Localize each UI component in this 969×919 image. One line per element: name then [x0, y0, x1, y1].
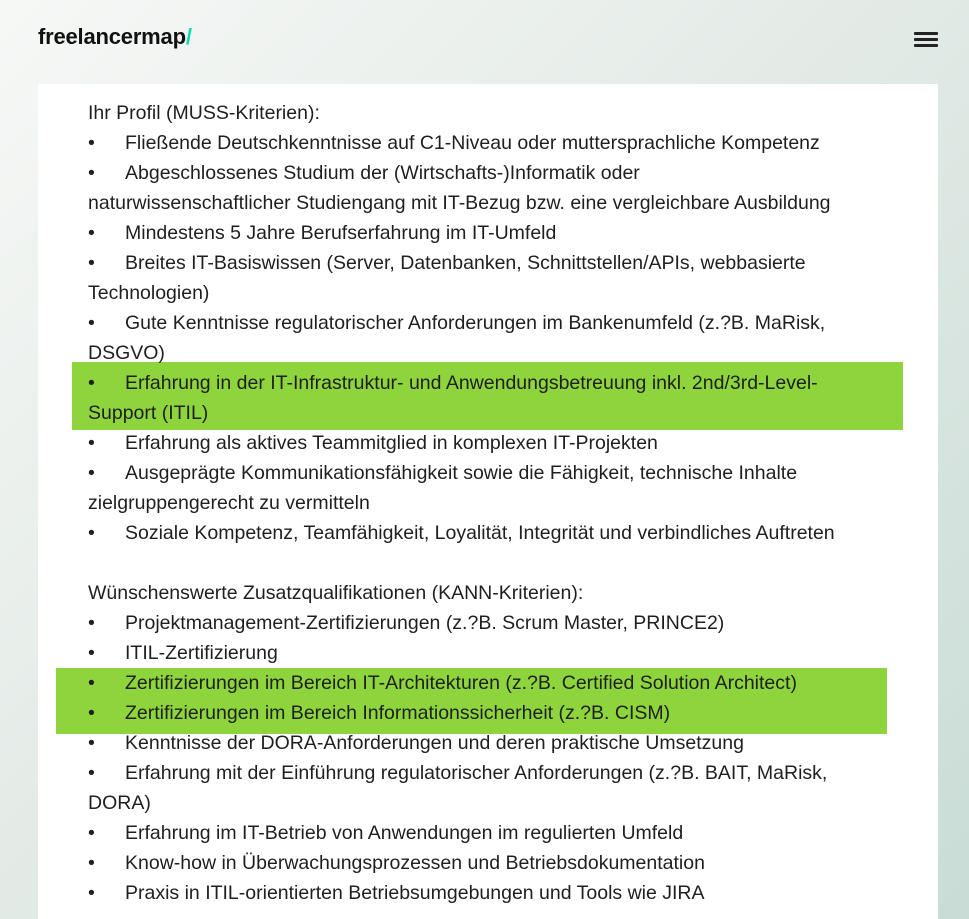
logo-text: freelancermap — [38, 24, 186, 49]
must-criteria-heading: Ihr Profil (MUSS-Kriterien): — [88, 102, 320, 124]
requirements-text — [88, 98, 888, 908]
list-item — [88, 458, 888, 488]
list-item-continuation — [88, 788, 888, 818]
list-item — [88, 158, 888, 188]
bullet-glyph: • — [88, 222, 95, 244]
bullet-glyph: • — [88, 432, 95, 454]
list-item-text: Ausgeprägte Kommunikationsfähigkeit sowie die Fähigkeit, technische Inhalte — [125, 462, 798, 484]
list-item-text: Erfahrung im IT-Betrieb von Anwendungen im regulierten Umfeld — [125, 822, 684, 844]
job-description-card — [38, 84, 938, 919]
list-item-continuation — [88, 488, 888, 518]
list-item-text: Erfahrung in der IT-Infrastruktur- und Anwendungsbetreuung inkl. 2nd/3rd-Level- — [125, 372, 818, 394]
bullet-glyph: • — [88, 642, 95, 664]
site-header — [0, 0, 969, 84]
list-item — [88, 128, 888, 158]
bullet-glyph: • — [88, 822, 95, 844]
bullet-glyph: • — [88, 732, 95, 754]
list-item — [88, 218, 888, 248]
bullet-glyph: • — [88, 132, 95, 154]
list-item-text: DORA) — [88, 792, 151, 814]
logo-slash: / — [185, 24, 192, 49]
list-item-text: Erfahrung mit der Einführung regulatorischer Anforderungen (z.?B. BAIT, MaRisk, — [125, 762, 828, 784]
list-item-text: Support (ITIL) — [88, 402, 209, 424]
list-item — [88, 728, 888, 758]
list-item-text: Soziale Kompetenz, Teamfähigkeit, Loyalität, Integrität und verbindliches Auftreten — [125, 522, 835, 544]
list-item-text: DSGVO) — [88, 342, 165, 364]
can-criteria-list — [88, 608, 888, 908]
bullet-glyph: • — [88, 672, 95, 694]
list-item-continuation — [88, 278, 888, 308]
list-item-text: Erfahrung als aktives Teammitglied in komplexen IT-Projekten — [125, 432, 658, 454]
freelancermap-logo[interactable] — [38, 24, 192, 50]
list-item-text: Projektmanagement-Zertifizierungen (z.?B. Scrum Master, PRINCE2) — [125, 612, 725, 634]
list-item — [88, 248, 888, 278]
list-item — [88, 758, 888, 788]
list-item — [88, 818, 888, 848]
list-item-text: Zertifizierungen im Bereich Informationssicherheit (z.?B. CISM) — [125, 702, 671, 724]
list-item-text: Kenntnisse der DORA-Anforderungen und deren praktische Umsetzung — [125, 732, 744, 754]
bullet-glyph: • — [88, 162, 95, 184]
bullet-glyph: • — [88, 762, 95, 784]
bullet-glyph: • — [88, 372, 95, 394]
bullet-glyph: • — [88, 702, 95, 724]
section-spacer — [88, 548, 888, 578]
list-item — [88, 698, 888, 728]
bullet-glyph: • — [88, 852, 95, 874]
list-item — [88, 368, 888, 398]
list-item-text: Breites IT-Basiswissen (Server, Datenbanken, Schnittstellen/APIs, webbasierte — [125, 252, 806, 274]
bullet-glyph: • — [88, 462, 95, 484]
list-item-continuation — [88, 398, 888, 428]
list-item-text: Abgeschlossenes Studium der (Wirtschafts-)Informatik oder — [125, 162, 640, 184]
can-criteria-heading: Wünschenswerte Zusatzqualifikationen (KANN-Kriterien): — [88, 582, 584, 604]
list-item — [88, 668, 888, 698]
hamburger-menu-icon[interactable] — [914, 30, 940, 50]
list-item — [88, 608, 888, 638]
must-criteria-list — [88, 128, 888, 548]
list-item-text: Zertifizierungen im Bereich IT-Architekturen (z.?B. Certified Solution Architect) — [125, 672, 797, 694]
list-item — [88, 848, 888, 878]
list-item — [88, 308, 888, 338]
list-item-text: Mindestens 5 Jahre Berufserfahrung im IT-Umfeld — [125, 222, 557, 244]
list-item — [88, 428, 888, 458]
list-item-text: Fließende Deutschkenntnisse auf C1-Niveau oder muttersprachliche Kompetenz — [125, 132, 820, 154]
list-item — [88, 638, 888, 668]
list-item-text: Know-how in Überwachungsprozessen und Betriebsdokumentation — [125, 852, 705, 874]
list-item-text: Praxis in ITIL-orientierten Betriebsumgebungen und Tools wie JIRA — [125, 882, 705, 904]
list-item-text: ITIL-Zertifizierung — [125, 642, 278, 664]
list-item-text: Technologien) — [88, 282, 210, 304]
bullet-glyph: • — [88, 252, 95, 274]
list-item-continuation — [88, 338, 888, 368]
list-item — [88, 518, 888, 548]
bullet-glyph: • — [88, 312, 95, 334]
bullet-glyph: • — [88, 612, 95, 634]
bullet-glyph: • — [88, 882, 95, 904]
list-item-continuation — [88, 188, 888, 218]
list-item-text: zielgruppengerecht zu vermitteln — [88, 492, 370, 514]
list-item-text: Gute Kenntnisse regulatorischer Anforderungen im Bankenumfeld (z.?B. MaRisk, — [125, 312, 826, 334]
bullet-glyph: • — [88, 522, 95, 544]
list-item — [88, 878, 888, 908]
list-item-text: naturwissenschaftlicher Studiengang mit IT-Bezug bzw. eine vergleichbare Ausbildung — [88, 192, 831, 214]
